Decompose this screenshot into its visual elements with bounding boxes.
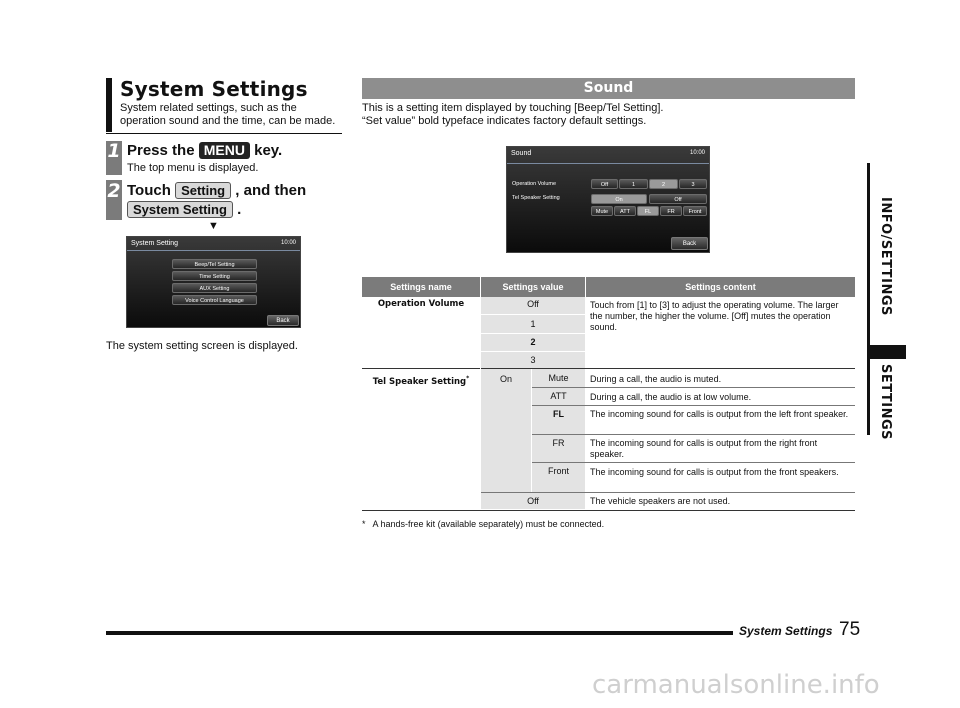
footnote (362, 519, 604, 529)
sidebar-tab-line (867, 163, 870, 435)
sound-screen-underline (507, 163, 709, 164)
tel-content-fl: The incoming sound for calls is output from the left front speaker. (590, 409, 849, 419)
table-rule (362, 510, 855, 511)
tel-value-fr: FR (532, 435, 585, 462)
table-rule (481, 492, 855, 493)
header-settings-value: Settings value (481, 277, 585, 297)
section-description: System related settings, such as the operation sound and the time, can be made. (120, 102, 336, 127)
speaker-mute-button[interactable]: Mute (591, 206, 613, 216)
op-value-1: 1 (481, 315, 585, 333)
tel-content-off: The vehicle speakers are not used. (590, 496, 731, 506)
operation-volume-name: Operation Volume (377, 299, 465, 309)
step-number-1: 1 (106, 141, 122, 175)
table-rule (480, 297, 481, 510)
table-rule (532, 405, 855, 406)
tel-value-fl: FL (532, 406, 585, 434)
step-1-post: key. (254, 142, 283, 159)
sound-intro-line-2: “Set value” bold typeface indicates factory default settings. (362, 115, 647, 127)
beep-tel-setting-button[interactable]: Beep/Tel Setting (172, 259, 257, 269)
op-volume-content: Touch from [1] to [3] to adjust the operating volume. The larger the number, the higher the volume. [Off] mutes the operation sound. (590, 300, 839, 332)
speaker-fr-button[interactable]: FR (660, 206, 682, 216)
speaker-fl-button[interactable]: FL (637, 206, 659, 216)
footer-rule (106, 631, 733, 635)
tel-value-on: On (481, 369, 531, 492)
op-volume-3-button[interactable]: 3 (679, 179, 707, 189)
screen-clock: 10:00 (280, 240, 296, 246)
down-arrow-icon: ▼ (208, 220, 219, 232)
aux-setting-button[interactable]: AUX Setting (172, 283, 257, 293)
tel-speaker-on-button[interactable]: On (591, 194, 647, 204)
step-1-pre: Press the (127, 142, 195, 159)
back-button[interactable]: Back (267, 315, 299, 326)
sound-section-title: Sound (362, 78, 855, 99)
step-1-instruction (127, 142, 282, 160)
footnote-mark: * (362, 519, 366, 529)
tel-speaker-off-button[interactable]: Off (649, 194, 707, 204)
sound-screenshot (506, 146, 710, 253)
sound-screen-clock: 10:00 (689, 150, 705, 156)
screen-caption: The system setting screen is displayed. (106, 340, 298, 352)
table-rule (362, 368, 855, 369)
tel-content-mute: During a call, the audio is muted. (590, 374, 722, 384)
sound-screen-title: Sound (511, 150, 532, 157)
step-2-mid: , and then (235, 182, 307, 199)
tel-value-off: Off (481, 493, 585, 509)
table-rule (532, 462, 855, 463)
speaker-front-button[interactable]: Front (683, 206, 707, 216)
step-1-result: The top menu is displayed. (127, 162, 259, 174)
sidebar-tab-settings: SETTINGS (878, 364, 893, 441)
section-divider (106, 133, 342, 134)
sidebar-tab-info-settings: INFO/SETTINGS (878, 197, 893, 316)
watermark: carmanualsonline.info (592, 670, 880, 700)
header-settings-name: Settings name (362, 277, 480, 297)
tel-value-front: Front (532, 463, 585, 492)
tel-content-front: The incoming sound for calls is output from the front speakers. (590, 467, 839, 477)
system-setting-key: System Setting (127, 201, 233, 218)
step-2-pre: Touch (127, 182, 171, 199)
tel-value-mute: Mute (532, 369, 585, 387)
operation-volume-label: Operation Volume (512, 181, 557, 187)
menu-key: MENU (199, 142, 250, 159)
section-header (106, 78, 342, 132)
screen-title-underline (127, 250, 300, 251)
footer-section-title: System Settings (739, 624, 833, 638)
screen-title: System Setting (131, 240, 179, 247)
step-number-2: 2 (106, 180, 122, 220)
step-2-instruction (127, 181, 337, 219)
section-title: System Settings (120, 77, 308, 101)
sidebar-tab-marker (867, 345, 906, 359)
table-rule (481, 333, 585, 334)
setting-key: Setting (175, 182, 231, 199)
speaker-att-button[interactable]: ATT (614, 206, 636, 216)
tel-speaker-name-text: Tel Speaker Setting (372, 376, 467, 387)
table-rule (532, 387, 855, 388)
op-value-3: 3 (481, 352, 585, 368)
tel-content-att: During a call, the audio is at low volume. (590, 392, 752, 402)
sound-back-button[interactable]: Back (671, 237, 708, 250)
tel-speaker-name (362, 373, 480, 388)
op-value-2: 2 (481, 334, 585, 351)
op-volume-1-button[interactable]: 1 (619, 179, 648, 189)
sound-intro-line-1: This is a setting item displayed by touching [Beep/Tel Setting]. (362, 102, 664, 114)
table-rule (481, 351, 585, 352)
table-rule (532, 434, 855, 435)
page-number: 75 (839, 619, 861, 640)
voice-control-language-button[interactable]: Voice Control Language (172, 295, 257, 305)
table-rule (481, 314, 585, 315)
op-volume-off-button[interactable]: Off (591, 179, 618, 189)
header-settings-content: Settings content (586, 277, 855, 297)
op-volume-2-button[interactable]: 2 (649, 179, 678, 189)
footnote-text: A hands-free kit (available separately) must be connected. (372, 519, 605, 529)
time-setting-button[interactable]: Time Setting (172, 271, 257, 281)
tel-value-att: ATT (532, 388, 585, 405)
tel-speaker-setting-label: Tel Speaker Setting (512, 195, 560, 201)
op-value-off: Off (481, 297, 585, 314)
tel-speaker-footnote-mark: * (466, 375, 470, 382)
tel-content-fr: The incoming sound for calls is output from the right front speaker. (590, 438, 818, 459)
step-2-post: . (237, 201, 242, 218)
system-setting-screenshot (126, 236, 301, 328)
